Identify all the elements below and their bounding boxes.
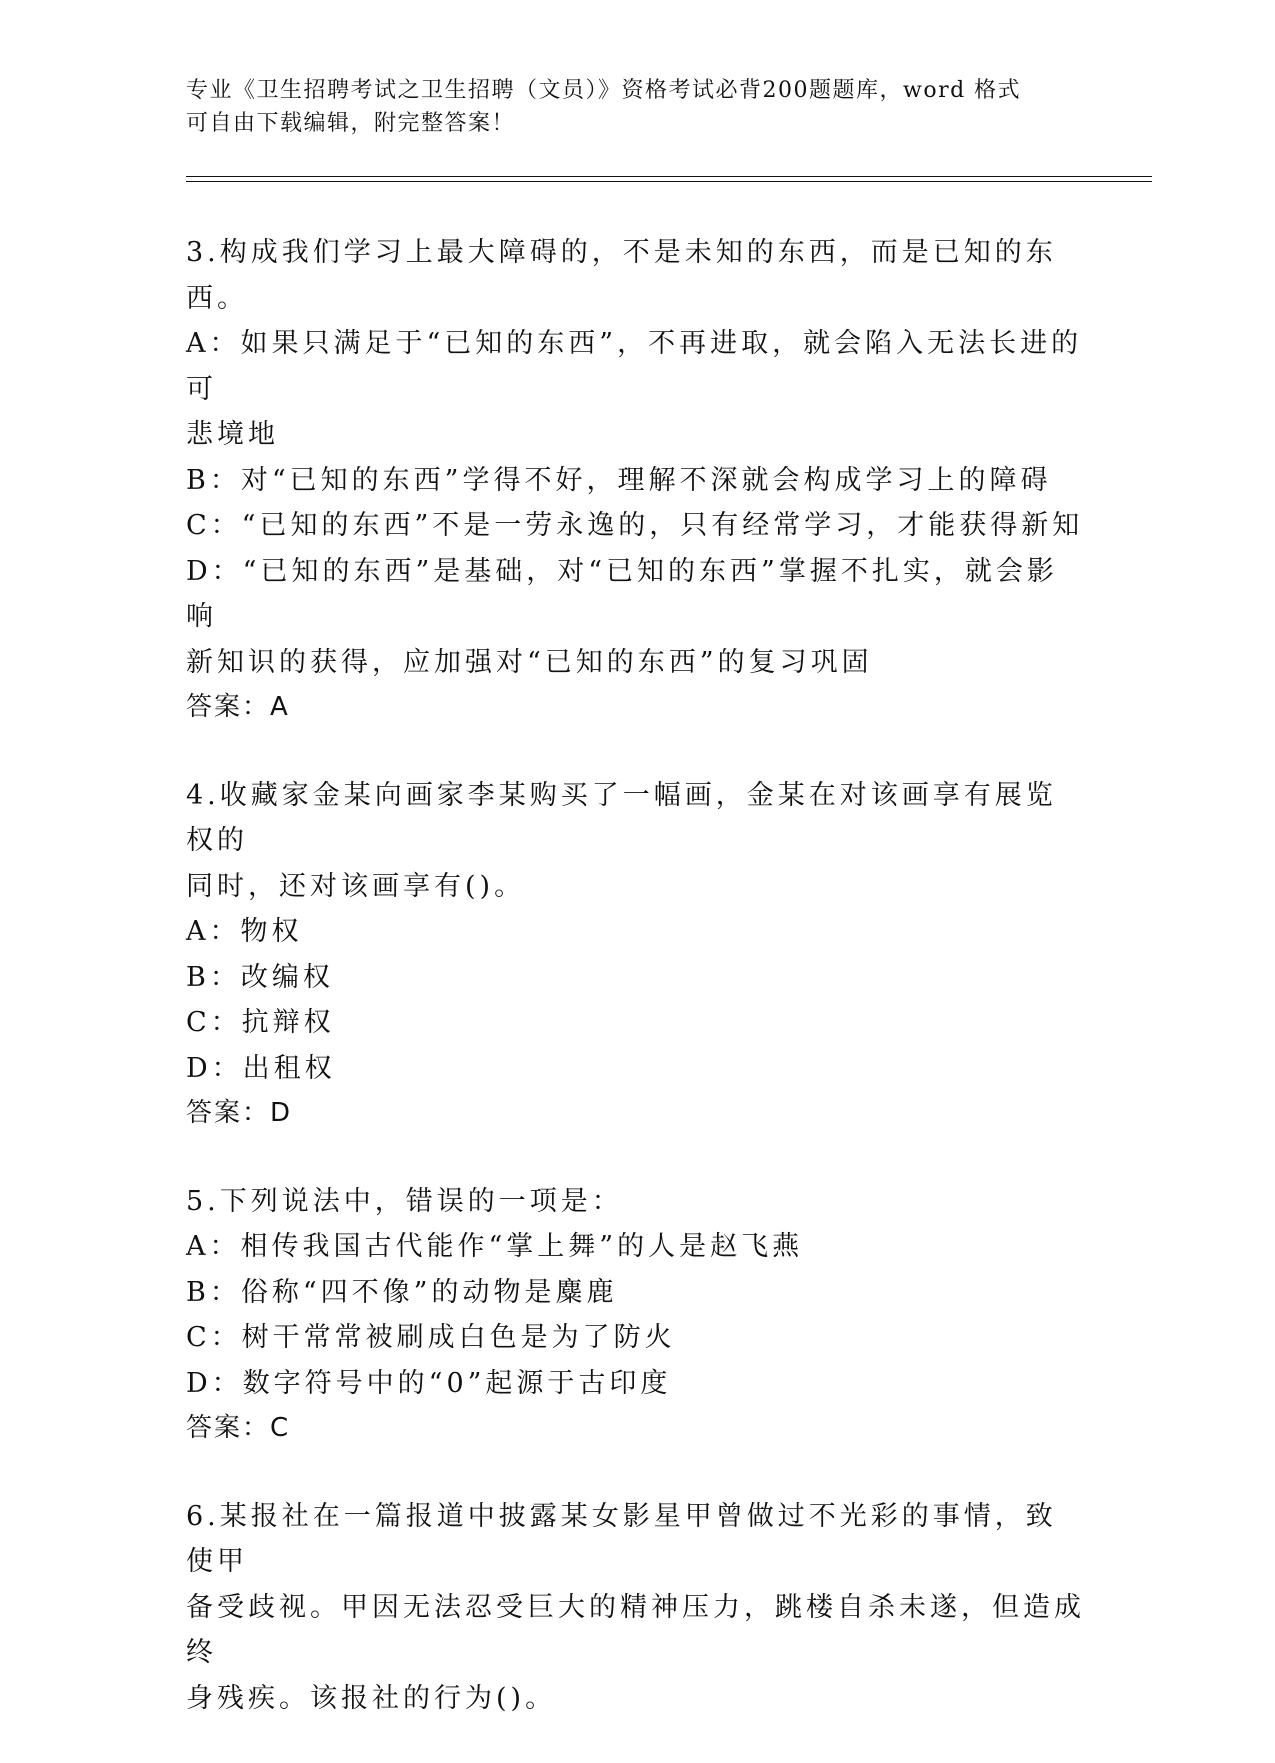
question-3 [186, 230, 1086, 731]
option-b: B：改编权 [186, 961, 334, 993]
question-stem: 3.构成我们学习上最大障碍的，不是未知的东西，而是已知的东西。 [186, 237, 1057, 314]
header-divider-top [186, 176, 1152, 177]
option-d: D：数字符号中的“0”起源于古印度 [186, 1367, 672, 1399]
option-d-continued: 新知识的获得，应加强对“已知的东西”的复习巩固 [186, 646, 873, 678]
question-stem-continued: 同时，还对该画享有()。 [186, 870, 526, 902]
answer: 答案：A [186, 692, 290, 722]
option-c: C：抗辩权 [186, 1007, 335, 1038]
question-stem-continued: 身残疾。该报社的行为()。 [186, 1682, 557, 1714]
question-stem: 6.某报社在一篇报道中披露某女影星甲曾做过不光彩的事情，致使甲 [186, 1500, 1057, 1577]
option-b: B：俗称“四不像”的动物是麋鹿 [186, 1276, 618, 1308]
question-stem: 5.下列说法中，错误的一项是： [186, 1185, 623, 1217]
option-a: A：物权 [186, 916, 303, 947]
option-c: C：“已知的东西”不是一劳永逸的，只有经常学习，才能获得新知 [186, 510, 1084, 541]
question-4 [186, 773, 1086, 1137]
option-c: C：树干常常被刷成白色是为了防火 [186, 1322, 676, 1353]
option-a: A：如果只满足于“已知的东西”，不再进取，就会陷入无法长进的可 [186, 328, 1083, 405]
option-a: A：相传我国古代能作“掌上舞”的人是赵飞燕 [186, 1231, 804, 1262]
option-d: D：出租权 [186, 1052, 336, 1084]
option-d: D：“已知的东西”是基础，对“已知的东西”掌握不扎实，就会影响 [186, 555, 1058, 632]
header-title-line-1: 专业《卫生招聘考试之卫生招聘（文员）》资格考试必背200题题库，word 格式 [186, 78, 1022, 103]
answer: 答案：C [186, 1413, 291, 1443]
answer: 答案：D [186, 1098, 293, 1128]
question-6 [186, 1494, 1086, 1722]
question-stem-continued: 备受歧视。甲因无法忍受巨大的精神压力，跳楼自杀未遂，但造成终 [186, 1591, 1085, 1668]
question-list [186, 230, 1086, 1763]
header-divider-bottom [186, 181, 1152, 182]
question-stem: 4.收藏家金某向画家李某购买了一幅画，金某在对该画享有展览权的 [186, 779, 1057, 856]
option-a-continued: 悲境地 [186, 419, 279, 450]
document-header [186, 74, 1066, 140]
question-5 [186, 1179, 1086, 1452]
option-b: B：对“已知的东西”学得不好，理解不深就会构成学习上的障碍 [186, 464, 1052, 496]
header-title-line-2: 可自由下载编辑，附完整答案！ [186, 111, 516, 136]
